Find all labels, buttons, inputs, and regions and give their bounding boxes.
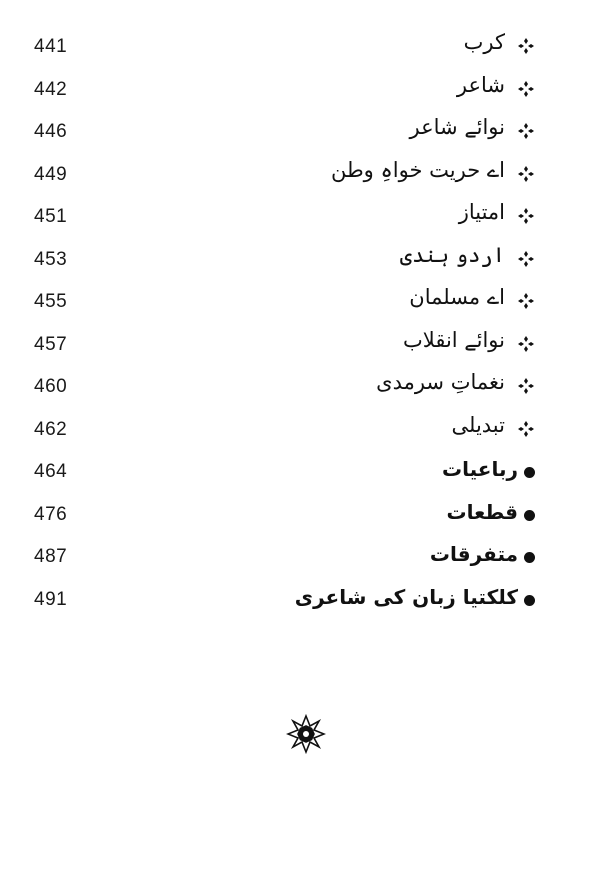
four-diamond-bullet-icon	[518, 251, 534, 267]
four-diamond-bullet-icon	[518, 421, 534, 437]
toc-entry[interactable]	[0, 26, 600, 69]
four-diamond-bullet-icon	[518, 38, 534, 54]
filled-circle-bullet-icon	[524, 595, 535, 606]
toc-page-number: 441	[34, 36, 68, 57]
toc-page-number: 464	[34, 461, 68, 482]
toc-section-entry[interactable]	[0, 451, 600, 494]
toc-title: متفرقات	[429, 542, 518, 566]
four-diamond-bullet-icon	[518, 336, 534, 352]
toc-entry[interactable]	[0, 111, 600, 154]
four-diamond-bullet-icon	[518, 166, 534, 182]
toc-entry[interactable]	[0, 154, 600, 197]
toc-page-number: 460	[34, 376, 68, 397]
toc-entry[interactable]	[0, 324, 600, 367]
toc-page-number: 451	[34, 206, 68, 227]
toc-page-number: 442	[34, 78, 68, 100]
toc-entry[interactable]	[0, 69, 600, 112]
filled-circle-bullet-icon	[524, 467, 535, 478]
toc-section-entry[interactable]	[0, 494, 600, 537]
toc-title: رباعیات	[442, 457, 518, 481]
toc-section-entry[interactable]	[0, 579, 600, 622]
toc-title: کرب	[463, 30, 505, 54]
four-diamond-bullet-icon	[518, 123, 534, 139]
toc-title: کلکتیا زبان کی شاعری	[294, 584, 518, 609]
toc-title: تبدیلی	[451, 412, 505, 437]
toc-title: اے مسلمان	[409, 285, 505, 309]
toc-page-number: 449	[34, 163, 68, 185]
toc-entry[interactable]	[0, 239, 600, 282]
filled-circle-bullet-icon	[524, 510, 535, 521]
filled-circle-bullet-icon	[524, 552, 535, 563]
toc-page-number: 457	[34, 333, 68, 355]
four-diamond-bullet-icon	[518, 208, 534, 224]
toc-title: اردو ہندی	[399, 242, 505, 267]
toc-page-number: 462	[34, 418, 68, 440]
toc-entry[interactable]	[0, 196, 600, 239]
toc-page-number: 455	[34, 291, 68, 312]
toc-section-entry[interactable]	[0, 536, 600, 579]
four-diamond-bullet-icon	[518, 293, 534, 309]
toc-page-number: 453	[34, 248, 68, 270]
toc-page-number: 476	[34, 503, 68, 525]
toc-entry[interactable]	[0, 281, 600, 324]
toc-title: نوائے شاعر	[409, 115, 505, 139]
toc-page-number: 487	[34, 546, 68, 567]
toc-entry[interactable]	[0, 409, 600, 452]
table-of-contents	[0, 26, 600, 621]
toc-title: نوائے انقلاب	[403, 327, 505, 352]
toc-page-number: 491	[34, 588, 68, 610]
toc-title: اے حریت خواہِ وطن	[330, 157, 505, 182]
toc-title: قطعات	[446, 499, 518, 524]
eight-point-star-ornament-icon	[286, 714, 326, 754]
toc-title: امتیاز	[458, 200, 505, 224]
toc-entry[interactable]	[0, 366, 600, 409]
four-diamond-bullet-icon	[518, 81, 534, 97]
toc-page-number: 446	[34, 121, 68, 142]
toc-title: شاعر	[456, 72, 505, 97]
four-diamond-bullet-icon	[518, 378, 534, 394]
toc-title: نغماتِ سرمدی	[376, 370, 505, 394]
